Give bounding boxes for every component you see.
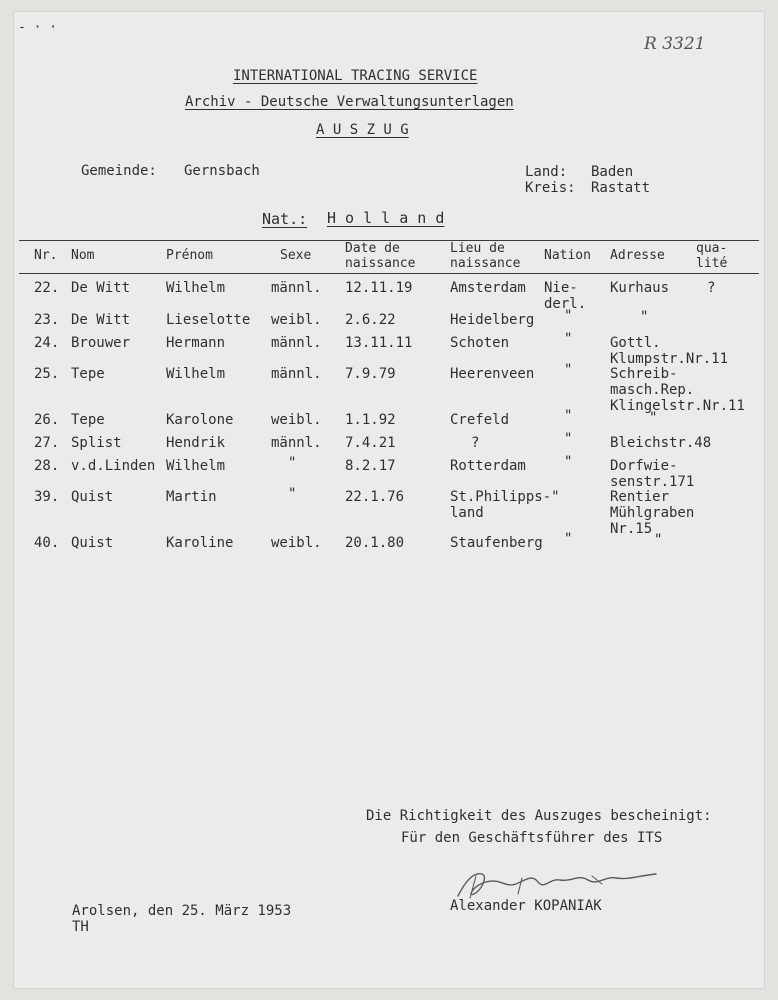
table-row-date: 12.11.19 [345,280,413,296]
table-row-nation: Nie- derl. [544,280,587,312]
table-row-lieu: Heidelberg [450,312,535,328]
table-row-date: 7.4.21 [345,435,396,451]
col-header-nr: Nr. [34,248,58,263]
table-row-sexe: weibl. [271,412,322,428]
table-row-sexe: männl. [271,280,322,296]
table-row-nr: 25. [34,366,60,382]
handwritten-reference: R 3321 [644,34,706,54]
table-row-date: 1.1.92 [345,412,396,428]
certification-line-1: Die Richtigkeit des Auszuges bescheinigt: [366,808,712,824]
table-row-nation: " [564,431,573,447]
table-row-nom: v.d.Linden [71,458,156,474]
table-row-sexe: weibl. [271,535,322,551]
table-row-sexe: männl. [271,435,322,451]
table-row-nom: Brouwer [71,335,131,351]
table-row-prenom: Hermann [166,335,226,351]
table-row-nom: Quist [71,535,114,551]
table-row-nom: De Witt [71,280,131,296]
table-row-adresse: Kurhaus [610,280,670,296]
org-title: INTERNATIONAL TRACING SERVICE [233,68,478,84]
table-row-sexe: männl. [271,335,322,351]
corner-marks: - · · [18,20,58,35]
table-row-prenom: Wilhelm [166,280,226,296]
table-row-nom: De Witt [71,312,131,328]
table-row-sexe: " [288,455,297,471]
table-row-sexe: weibl. [271,312,322,328]
document-page [14,12,764,988]
table-row-nation: " [564,454,573,470]
table-row-lieu: Amsterdam [450,280,526,296]
nationality-label: Nat.: [262,210,308,228]
kreis-value: Rastatt [591,180,651,196]
col-header-adresse: Adresse [610,248,665,263]
kreis-label: Kreis: [525,180,576,196]
table-row-date: 2.6.22 [345,312,396,328]
col-header-qualite: qua- lité [696,241,728,271]
nationality-value: H o l l a n d [327,209,445,227]
table-row-date: 7.9.79 [345,366,396,382]
table-row-nation: " [564,308,573,324]
signatory-name: Alexander KOPANIAK [450,898,602,914]
table-row-prenom: Hendrik [166,435,226,451]
table-row-adresse: " [640,309,649,325]
table-row-nation: " [564,408,573,424]
table-row-date: 22.1.76 [345,489,405,505]
table-row-nr: 22. [34,280,60,296]
col-header-sexe: Sexe [280,248,312,263]
archive-subtitle: Archiv - Deutsche Verwaltungsunterlagen [185,94,514,110]
table-row-nation: " [564,531,573,547]
col-header-nation: Nation [544,248,591,263]
col-header-prenom: Prénom [166,248,213,263]
table-row-nr: 28. [34,458,60,474]
table-row-prenom: Karoline [166,535,234,551]
table-row-adresse: " [654,532,663,548]
table-row-adresse: Gottl. Klumpstr.Nr.11 [610,335,729,367]
table-row-adresse: Schreib- masch.Rep. Klingelstr.Nr.11 [610,366,745,414]
table-row-sexe: männl. [271,366,322,382]
table-row-adresse: " [649,410,658,426]
col-header-lieu: Lieu de naissance [450,241,521,271]
doc-type: A U S Z U G [316,122,409,138]
table-row-lieu: ? [471,435,480,451]
table-row-nr: 23. [34,312,60,328]
table-row-nr: 40. [34,535,60,551]
place-date: Arolsen, den 25. März 1953 [72,903,292,919]
table-row-nom: Quist [71,489,114,505]
typist-initials: TH [72,919,89,935]
table-row-nation: " [564,331,573,347]
table-row-nom: Tepe [71,366,105,382]
land-value: Baden [591,164,634,180]
table-header-rule [19,273,759,274]
table-row-lieu: Schoten [450,335,510,351]
table-row-nom: Splist [71,435,122,451]
table-row-adresse: Bleichstr.48 [610,435,712,451]
table-row-lieu: St.Philipps-" land [450,489,560,521]
table-row-lieu: Staufenberg [450,535,543,551]
table-row-date: 13.11.11 [345,335,413,351]
table-row-lieu: Heerenveen [450,366,535,382]
table-row-prenom: Wilhelm [166,366,226,382]
table-row-sexe: " [288,486,297,502]
certification-line-2: Für den Geschäftsführer des ITS [401,830,663,846]
table-row-nom: Tepe [71,412,105,428]
table-row-nr: 24. [34,335,60,351]
land-label: Land: [525,164,568,180]
col-header-date: Date de naissance [345,241,416,271]
table-row-adresse: Rentier Mühlgraben Nr.15 [610,489,695,537]
table-row-prenom: Karolone [166,412,234,428]
gemeinde-value: Gernsbach [184,163,260,179]
table-row-nr: 39. [34,489,60,505]
table-row-nation: " [564,362,573,378]
table-row-date: 8.2.17 [345,458,396,474]
table-row-lieu: Rotterdam [450,458,526,474]
col-header-nom: Nom [71,248,95,263]
table-row-nr: 26. [34,412,60,428]
table-row-qualite: ? [707,280,716,296]
gemeinde-label: Gemeinde: [81,163,157,179]
table-row-nr: 27. [34,435,60,451]
table-row-date: 20.1.80 [345,535,405,551]
table-row-prenom: Lieselotte [166,312,251,328]
table-row-adresse: Dorfwie- senstr.171 [610,458,695,490]
table-row-lieu: Crefeld [450,412,510,428]
table-row-prenom: Wilhelm [166,458,226,474]
table-row-prenom: Martin [166,489,217,505]
